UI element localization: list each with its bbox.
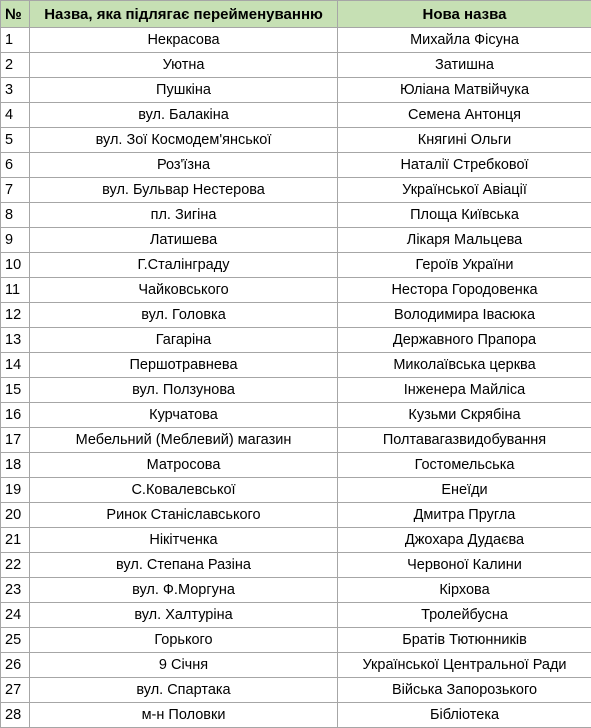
old-name-cell: 9 Січня [30, 653, 338, 678]
table-row [1, 578, 591, 603]
table-body [1, 28, 591, 728]
table-row [1, 178, 591, 203]
new-name-cell: Героїв України [338, 253, 591, 278]
new-name-cell: Інженера Майліса [338, 378, 591, 403]
new-name-cell: Княгині Ольги [338, 128, 591, 153]
new-name-cell: Семена Антонця [338, 103, 591, 128]
old-name-cell: вул. Зої Космодем'янської [30, 128, 338, 153]
new-name-cell: Кузьми Скрябіна [338, 403, 591, 428]
row-number: 24 [1, 603, 30, 628]
new-name-cell: Братів Тютюнників [338, 628, 591, 653]
old-name-cell: вул. Ф.Моргуна [30, 578, 338, 603]
header-row [1, 1, 591, 28]
table-row [1, 603, 591, 628]
new-name-cell: Полтавагазвидобування [338, 428, 591, 453]
table-row [1, 278, 591, 303]
old-name-cell: вул. Ползунова [30, 378, 338, 403]
new-name-cell: Червоної Калини [338, 553, 591, 578]
table-row [1, 303, 591, 328]
row-number: 21 [1, 528, 30, 553]
old-name-cell: Гагаріна [30, 328, 338, 353]
row-number: 8 [1, 203, 30, 228]
new-name-cell: Лікаря Мальцева [338, 228, 591, 253]
table-row [1, 428, 591, 453]
row-number: 16 [1, 403, 30, 428]
table-row [1, 453, 591, 478]
row-number: 18 [1, 453, 30, 478]
table-row [1, 653, 591, 678]
new-name-cell: Миколаївська церква [338, 353, 591, 378]
row-number: 14 [1, 353, 30, 378]
row-number: 3 [1, 78, 30, 103]
old-name-cell: Курчатова [30, 403, 338, 428]
old-name-cell: Роз'їзна [30, 153, 338, 178]
row-number: 9 [1, 228, 30, 253]
new-name-cell: Тролейбусна [338, 603, 591, 628]
row-number: 1 [1, 28, 30, 53]
row-number: 23 [1, 578, 30, 603]
new-name-cell: Війська Запорозького [338, 678, 591, 703]
table-header [1, 1, 591, 28]
old-name-cell: Нікітченка [30, 528, 338, 553]
table-row [1, 53, 591, 78]
new-name-cell: Джохара Дудаєва [338, 528, 591, 553]
row-number: 12 [1, 303, 30, 328]
row-number: 27 [1, 678, 30, 703]
row-number: 11 [1, 278, 30, 303]
new-name-cell: Бібліотека [338, 703, 591, 728]
old-name-cell: Горького [30, 628, 338, 653]
table-row [1, 253, 591, 278]
table-row [1, 228, 591, 253]
old-name-cell: вул. Бульвар Нестерова [30, 178, 338, 203]
old-name-cell: пл. Зигіна [30, 203, 338, 228]
old-name-cell: вул. Степана Разіна [30, 553, 338, 578]
row-number: 17 [1, 428, 30, 453]
table-row [1, 28, 591, 53]
header-number: № [1, 1, 30, 28]
row-number: 2 [1, 53, 30, 78]
old-name-cell: Некрасова [30, 28, 338, 53]
old-name-cell: С.Ковалевської [30, 478, 338, 503]
table-row [1, 78, 591, 103]
old-name-cell: вул. Балакіна [30, 103, 338, 128]
new-name-cell: Енеїди [338, 478, 591, 503]
row-number: 6 [1, 153, 30, 178]
new-name-cell: Володимира Івасюка [338, 303, 591, 328]
table-row [1, 128, 591, 153]
table-row [1, 678, 591, 703]
row-number: 5 [1, 128, 30, 153]
row-number: 19 [1, 478, 30, 503]
old-name-cell: Г.Сталінграду [30, 253, 338, 278]
new-name-cell: Юліана Матвійчука [338, 78, 591, 103]
table-row [1, 628, 591, 653]
row-number: 28 [1, 703, 30, 728]
old-name-cell: вул. Спартака [30, 678, 338, 703]
header-old-name: Назва, яка підлягає перейменуванню [30, 1, 338, 28]
row-number: 13 [1, 328, 30, 353]
old-name-cell: Пушкіна [30, 78, 338, 103]
table-row [1, 378, 591, 403]
new-name-cell: Української Центральної Ради [338, 653, 591, 678]
new-name-cell: Наталії Стребкової [338, 153, 591, 178]
table-row [1, 328, 591, 353]
new-name-cell: Площа Київська [338, 203, 591, 228]
old-name-cell: вул. Головка [30, 303, 338, 328]
old-name-cell: Чайковського [30, 278, 338, 303]
row-number: 7 [1, 178, 30, 203]
old-name-cell: Мебельний (Меблевий) магазин [30, 428, 338, 453]
new-name-cell: Михайла Фісуна [338, 28, 591, 53]
header-new-name: Нова назва [338, 1, 591, 28]
table-row [1, 503, 591, 528]
old-name-cell: Латишева [30, 228, 338, 253]
row-number: 25 [1, 628, 30, 653]
old-name-cell: Матросова [30, 453, 338, 478]
row-number: 4 [1, 103, 30, 128]
new-name-cell: Державного Прапора [338, 328, 591, 353]
new-name-cell: Нестора Городовенка [338, 278, 591, 303]
table-row [1, 203, 591, 228]
table-row [1, 528, 591, 553]
table-row [1, 403, 591, 428]
row-number: 15 [1, 378, 30, 403]
table-row [1, 553, 591, 578]
row-number: 20 [1, 503, 30, 528]
old-name-cell: вул. Халтуріна [30, 603, 338, 628]
new-name-cell: Дмитра Пругла [338, 503, 591, 528]
table-row [1, 353, 591, 378]
new-name-cell: Кірхова [338, 578, 591, 603]
row-number: 26 [1, 653, 30, 678]
row-number: 10 [1, 253, 30, 278]
table-row [1, 153, 591, 178]
new-name-cell: Української Авіації [338, 178, 591, 203]
table-row [1, 478, 591, 503]
new-name-cell: Затишна [338, 53, 591, 78]
row-number: 22 [1, 553, 30, 578]
new-name-cell: Гостомельська [338, 453, 591, 478]
old-name-cell: Першотравнева [30, 353, 338, 378]
old-name-cell: Уютна [30, 53, 338, 78]
table-row [1, 103, 591, 128]
old-name-cell: Ринок Станіславського [30, 503, 338, 528]
old-name-cell: м-н Половки [30, 703, 338, 728]
table-row [1, 703, 591, 728]
